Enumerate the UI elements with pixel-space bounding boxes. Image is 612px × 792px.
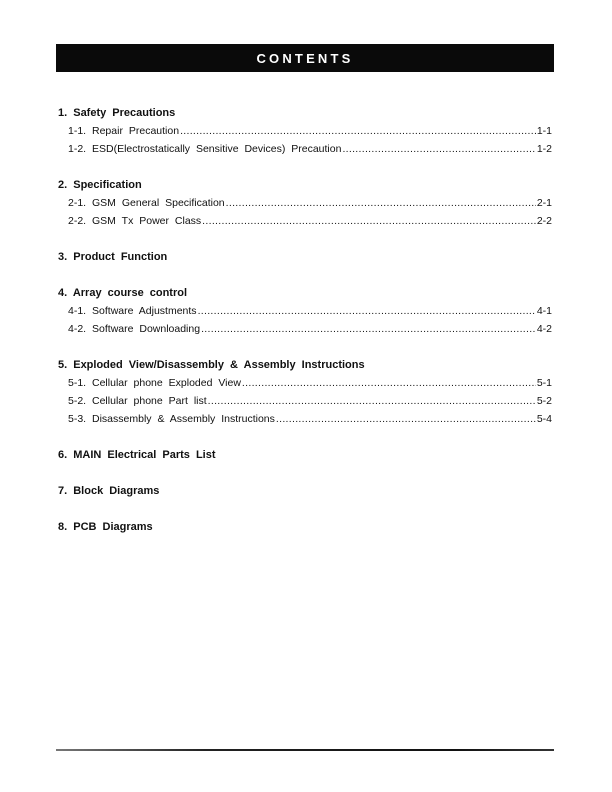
dot-leader <box>242 374 536 392</box>
toc-section-pcb-diagrams <box>58 518 552 536</box>
page-title: CONTENTS <box>256 50 354 66</box>
toc-entry-label: 1-2. ESD(Electrostatically Sensitive Devices) Precaution <box>68 143 342 155</box>
toc-entry-software-downloading <box>58 320 552 338</box>
toc-entry-label: 5-3. Disassembly & Assembly Instructions <box>68 413 275 425</box>
toc-entry-page: 4-2 <box>536 323 552 335</box>
toc-section-title: 4. Array course control <box>58 287 188 299</box>
toc-entry-page: 2-1 <box>536 197 552 209</box>
dot-leader <box>226 194 536 212</box>
dot-leader <box>202 212 536 230</box>
toc-section-title: 7. Block Diagrams <box>58 485 160 497</box>
toc-entry-gsm-general-specification <box>58 194 552 212</box>
toc-section-specification <box>58 176 552 230</box>
toc-section-block-diagrams <box>58 482 552 500</box>
dot-leader <box>208 392 536 410</box>
toc-entry-label: 4-1. Software Adjustments <box>68 305 197 317</box>
dot-leader <box>201 320 536 338</box>
toc-entry-software-adjustments <box>58 302 552 320</box>
toc-entry-esd-precaution <box>58 140 552 158</box>
toc-section-title: 5. Exploded View/Disassembly & Assembly Instructions <box>58 359 365 371</box>
toc-section-title: 3. Product Function <box>58 251 168 263</box>
dot-leader <box>198 302 536 320</box>
toc-section-array-course-control <box>58 284 552 338</box>
toc-section-product-function <box>58 248 552 266</box>
toc-entry-cellular-phone-exploded-view <box>58 374 552 392</box>
toc-entry-page: 4-1 <box>536 305 552 317</box>
toc-entry-label: 2-1. GSM General Specification <box>68 197 225 209</box>
toc-entry-page: 1-1 <box>536 125 552 137</box>
dot-leader <box>342 140 535 158</box>
toc-section-exploded-view <box>58 356 552 428</box>
toc-entry-disassembly-assembly-instructions <box>58 410 552 428</box>
toc-entry-cellular-phone-part-list <box>58 392 552 410</box>
toc-entry-gsm-tx-power-class <box>58 212 552 230</box>
toc-section-main-electrical-parts-list <box>58 446 552 464</box>
table-of-contents <box>58 104 552 554</box>
toc-entry-label: 4-2. Software Downloading <box>68 323 201 335</box>
toc-entry-label: 2-2. GSM Tx Power Class <box>68 215 202 227</box>
toc-entry-page: 5-4 <box>536 413 552 425</box>
toc-entry-label: 5-2. Cellular phone Part list <box>68 395 207 407</box>
toc-entry-page: 5-2 <box>536 395 552 407</box>
toc-section-safety-precautions <box>58 104 552 158</box>
footer-divider <box>56 749 554 751</box>
toc-section-title: 2. Specification <box>58 179 142 191</box>
toc-section-title: 8. PCB Diagrams <box>58 521 153 533</box>
dot-leader <box>180 122 536 140</box>
toc-section-title: 1. Safety Precautions <box>58 107 176 119</box>
toc-entry-page: 2-2 <box>536 215 552 227</box>
toc-entry-page: 5-1 <box>536 377 552 389</box>
toc-entry-page: 1-2 <box>536 143 552 155</box>
toc-entry-label: 1-1. Repair Precaution <box>68 125 180 137</box>
dot-leader <box>276 410 536 428</box>
toc-entry-label: 5-1. Cellular phone Exploded View <box>68 377 241 389</box>
toc-section-title: 6. MAIN Electrical Parts List <box>58 449 216 461</box>
contents-banner <box>56 44 554 72</box>
toc-entry-repair-precaution <box>58 122 552 140</box>
